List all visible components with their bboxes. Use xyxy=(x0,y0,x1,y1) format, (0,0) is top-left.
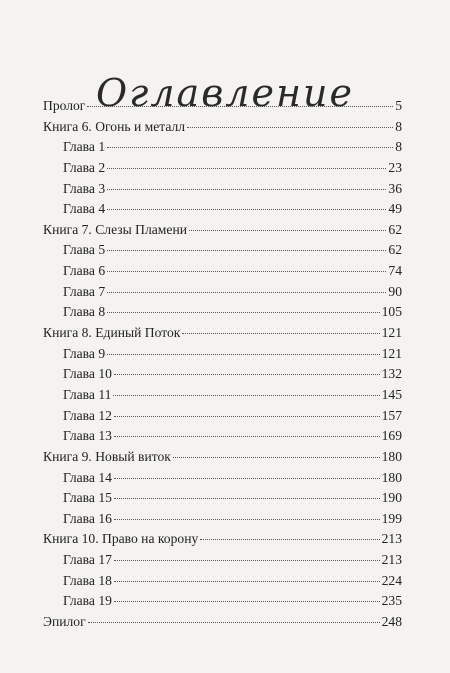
toc-page-number: 105 xyxy=(381,304,402,320)
toc-entry-label: Глава 6 xyxy=(63,263,106,279)
toc-page-number: 132 xyxy=(381,366,402,382)
toc-chapter-entry xyxy=(43,511,402,532)
toc-page-number: 199 xyxy=(381,510,402,526)
toc-entry-label: Глава 12 xyxy=(63,407,112,423)
toc-chapter-entry xyxy=(43,160,402,181)
toc-page-number: 49 xyxy=(388,201,402,217)
toc-entry-label: Глава 16 xyxy=(63,510,112,526)
toc-page-number: 180 xyxy=(381,448,402,464)
toc-chapter-entry xyxy=(43,573,402,594)
toc-chapter-entry xyxy=(43,242,402,263)
toc-page-number: 180 xyxy=(381,469,402,485)
toc-chapter-entry xyxy=(43,201,402,222)
toc-entry-label: Глава 10 xyxy=(63,366,112,382)
toc-dot-leader xyxy=(187,127,393,128)
toc-chapter-entry xyxy=(43,490,402,511)
toc-dot-leader xyxy=(114,519,380,520)
toc-page-number: 145 xyxy=(381,386,402,402)
toc-entry-label: Глава 2 xyxy=(63,159,106,175)
toc-dot-leader xyxy=(107,168,386,169)
toc-entry-label: Книга 7. Слезы Пламени xyxy=(43,221,187,237)
toc-page-number: 90 xyxy=(388,283,402,299)
toc-chapter-entry xyxy=(43,408,402,429)
toc-dot-leader xyxy=(114,374,380,375)
toc-page-number: 248 xyxy=(381,614,402,630)
toc-entry-label: Глава 5 xyxy=(63,242,106,258)
toc-page-number: 8 xyxy=(395,118,402,134)
toc-dot-leader xyxy=(107,354,379,355)
toc-dot-leader xyxy=(88,622,380,623)
toc-entry-label: Глава 9 xyxy=(63,345,106,361)
toc-chapter-entry xyxy=(43,428,402,449)
toc-book-entry xyxy=(43,325,402,346)
toc-chapter-entry xyxy=(43,593,402,614)
toc-entry-label: Глава 18 xyxy=(63,572,112,588)
toc-page-number: 8 xyxy=(395,139,402,155)
toc-entry-label: Книга 6. Огонь и металл xyxy=(43,118,186,134)
toc-dot-leader xyxy=(107,250,386,251)
toc-entry-label: Глава 4 xyxy=(63,201,106,217)
toc-dot-leader xyxy=(173,457,380,458)
toc-book-entry xyxy=(43,222,402,243)
toc-page-number: 235 xyxy=(381,593,402,609)
toc-entry-label: Глава 1 xyxy=(63,139,106,155)
toc-dot-leader xyxy=(114,601,380,602)
toc-chapter-entry xyxy=(43,181,402,202)
toc-page-number: 62 xyxy=(388,242,402,258)
toc-page-number: 36 xyxy=(388,180,402,196)
toc-book-entry xyxy=(43,449,402,470)
toc-dot-leader xyxy=(107,312,379,313)
toc-page-number: 213 xyxy=(381,552,402,568)
toc-entry-label: Книга 8. Единый Поток xyxy=(43,325,181,341)
toc-dot-leader xyxy=(114,436,380,437)
toc-page-number: 121 xyxy=(381,325,402,341)
toc-entry-label: Пролог xyxy=(43,98,86,113)
toc-dot-leader xyxy=(107,189,386,190)
toc-chapter-entry xyxy=(43,366,402,387)
toc-dot-leader xyxy=(114,478,380,479)
toc-entry-label: Глава 19 xyxy=(63,593,112,609)
toc-entry-label: Глава 15 xyxy=(63,490,112,506)
toc-entry-label: Глава 3 xyxy=(63,180,106,196)
toc-chapter-entry xyxy=(43,387,402,408)
toc-page-number: 224 xyxy=(381,572,402,588)
toc-dot-leader xyxy=(107,209,386,210)
toc-page-number: 5 xyxy=(395,98,402,113)
toc-dot-leader xyxy=(114,416,380,417)
toc-dot-leader xyxy=(114,581,380,582)
toc-book-entry xyxy=(43,98,402,119)
toc-dot-leader xyxy=(107,292,386,293)
show-through-text xyxy=(0,10,450,25)
toc-page-number: 213 xyxy=(381,531,402,547)
toc-book-entry xyxy=(43,119,402,140)
toc-chapter-entry xyxy=(43,470,402,491)
toc-dot-leader xyxy=(189,230,386,231)
toc-page-number: 74 xyxy=(388,263,402,279)
toc-entry-label: Глава 7 xyxy=(63,283,106,299)
toc-dot-leader xyxy=(107,271,386,272)
toc-page-number: 121 xyxy=(381,345,402,361)
toc-entry-label: Книга 10. Право на корону xyxy=(43,531,199,547)
toc-dot-leader xyxy=(113,395,379,396)
toc-page-number: 169 xyxy=(381,428,402,444)
table-of-contents xyxy=(43,98,402,635)
toc-dot-leader xyxy=(107,147,393,148)
toc-chapter-entry xyxy=(43,284,402,305)
toc-dot-leader xyxy=(114,560,380,561)
toc-dot-leader xyxy=(200,539,379,540)
toc-chapter-entry xyxy=(43,552,402,573)
toc-entry-label: Глава 11 xyxy=(63,386,112,402)
toc-page-number: 23 xyxy=(388,159,402,175)
toc-chapter-entry xyxy=(43,304,402,325)
toc-entry-label: Книга 9. Новый виток xyxy=(43,448,171,464)
toc-entry-label: Глава 14 xyxy=(63,469,112,485)
toc-entry-label: Эпилог xyxy=(43,614,86,630)
toc-page-number: 190 xyxy=(381,490,402,506)
toc-dot-leader xyxy=(114,498,380,499)
toc-chapter-entry xyxy=(43,346,402,367)
toc-entry-label: Глава 17 xyxy=(63,552,112,568)
toc-chapter-entry xyxy=(43,263,402,284)
toc-book-entry xyxy=(43,531,402,552)
toc-entry-label: Глава 8 xyxy=(63,304,106,320)
toc-dot-leader xyxy=(87,106,393,107)
toc-page-number: 157 xyxy=(381,407,402,423)
toc-chapter-entry xyxy=(43,139,402,160)
toc-entry-label: Глава 13 xyxy=(63,428,112,444)
toc-book-entry xyxy=(43,614,402,635)
toc-page-number: 62 xyxy=(388,221,402,237)
page-title: Оглавление xyxy=(95,71,354,116)
toc-dot-leader xyxy=(182,333,379,334)
